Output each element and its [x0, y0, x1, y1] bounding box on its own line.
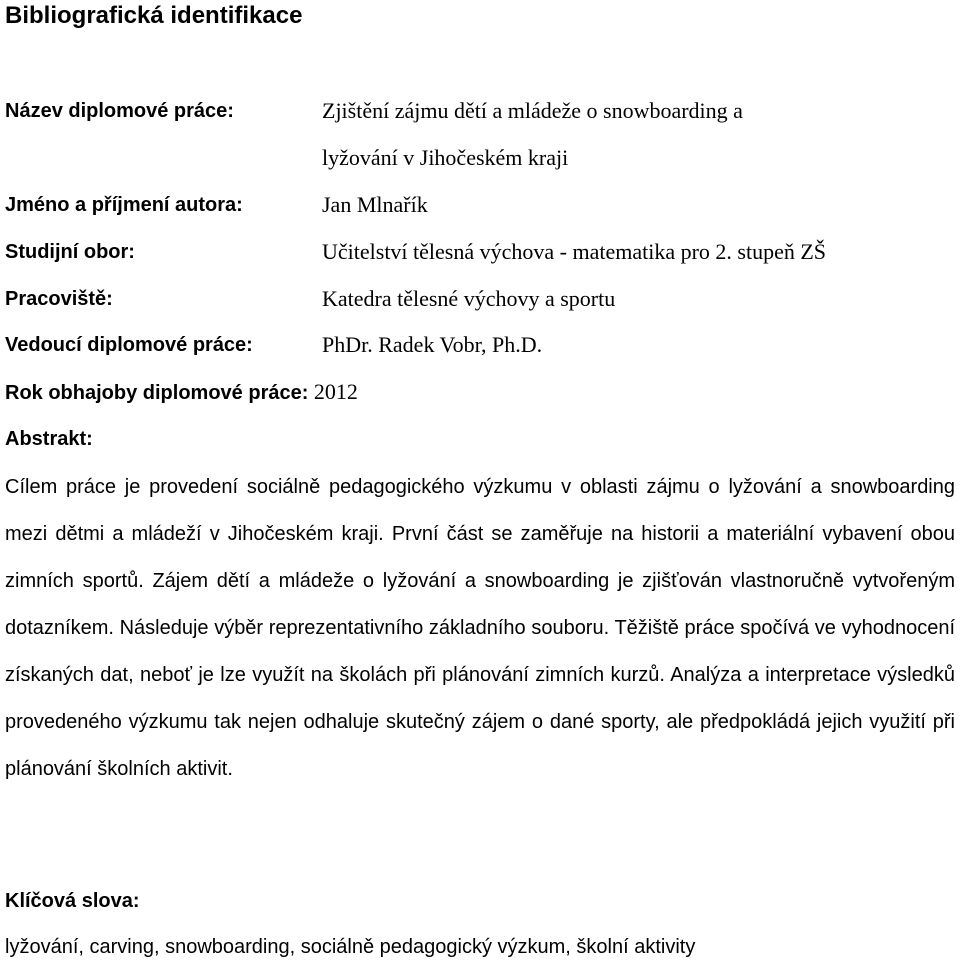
defense-year-value: 2012 — [313, 379, 358, 404]
page-title: Bibliografická identifikace — [5, 2, 303, 29]
workplace-value: Katedra tělesné výchovy a sportu — [322, 286, 616, 311]
supervisor-row — [5, 329, 955, 361]
workplace-row — [5, 283, 955, 315]
thesis-title-value-line2: lyžování v Jihočeském kraji — [322, 145, 569, 170]
workplace-label: Pracoviště: — [5, 288, 113, 310]
supervisor-label: Vedoucí diplomové práce: — [5, 334, 253, 356]
abstract-text: Cílem práce je provedení sociálně pedagogického výzkumu v oblasti zájmu o lyžování a snowboarding mezi dětmi a mládeží v Jihočeském kraji. První část se zaměřuje na historii a materiální vybavení obou zimních sportů. Zájem dětí a mládeže o lyžování a snowboarding je zjišťován vlastnoručně vytvořeným dotazníkem. Následuje výběr reprezentativního základního souboru. Těžiště práce spočívá ve vyhodnocení získaných dat, neboť je lze využít na školách při plánování zimních kurzů. Analýza a interpretace výsledků provedeného výzkumu tak nejen odhaluje skutečný zájem o dané sporty, ale předpokládá jejich využití při plánování školních aktivit. — [5, 476, 955, 780]
thesis-title-value-line1: Zjištění zájmu dětí a mládeže o snowboarding a — [322, 98, 743, 123]
author-row — [5, 189, 955, 221]
keywords-label: Klíčová slova: — [5, 890, 140, 912]
field-of-study-value: Učitelství tělesná výchova - matematika pro 2. stupeň ZŠ — [322, 239, 827, 264]
supervisor-value: PhDr. Radek Vobr, Ph.D. — [322, 332, 543, 357]
defense-year-label: Rok obhajoby diplomové práce: — [5, 382, 309, 404]
abstract-label: Abstrakt: — [5, 428, 93, 450]
thesis-title-row-continued — [5, 142, 955, 174]
author-value: Jan Mlnařík — [322, 192, 428, 217]
field-of-study-row — [5, 236, 955, 268]
keywords-value: lyžování, carving, snowboarding, sociálně pedagogický výzkum, školní aktivity — [5, 936, 696, 958]
defense-year-row — [5, 376, 955, 408]
author-label: Jméno a příjmení autora: — [5, 194, 243, 216]
thesis-title-label: Název diplomové práce: — [5, 100, 234, 122]
field-of-study-label: Studijní obor: — [5, 241, 135, 263]
abstract-heading-row — [5, 423, 955, 455]
thesis-title-row — [5, 95, 955, 127]
